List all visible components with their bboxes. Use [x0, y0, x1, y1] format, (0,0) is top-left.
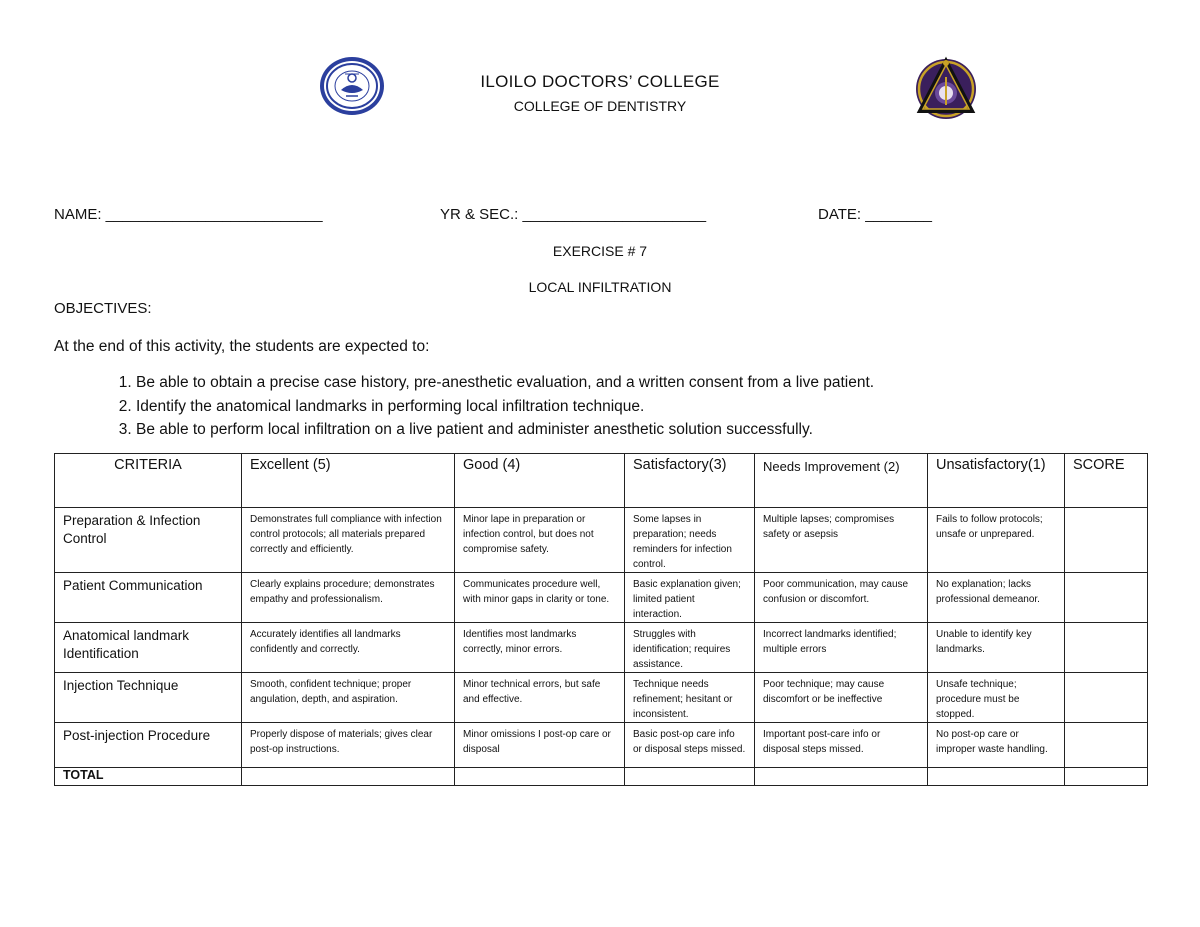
score-cell[interactable]: [1065, 723, 1148, 768]
score-cell[interactable]: [1065, 623, 1148, 673]
excellent-cell: Accurately identifies all landmarks confidently and correctly.: [242, 623, 455, 673]
needs-improvement-cell: Poor communication, may cause confusion or discomfort.: [755, 573, 928, 623]
header-satisfactory: Satisfactory(3): [625, 454, 755, 508]
header-criteria: CRITERIA: [55, 454, 242, 508]
objectives-intro: At the end of this activity, the students are expected to:: [54, 338, 430, 355]
needs-improvement-cell: Poor technique; may cause discomfort or be ineffective: [755, 673, 928, 723]
total-cell: [755, 768, 928, 786]
header-score: SCORE: [1065, 454, 1148, 508]
criteria-cell: Patient Communication: [55, 573, 242, 623]
needs-improvement-cell: Multiple lapses; compromises safety or asepsis: [755, 508, 928, 573]
score-cell[interactable]: [1065, 673, 1148, 723]
excellent-cell: Properly dispose of materials; gives clear post-op instructions.: [242, 723, 455, 768]
rubric-table: [54, 453, 1148, 786]
good-cell: Minor omissions I post-op care or disposal: [455, 723, 625, 768]
good-cell: Communicates procedure well, with minor gaps in clarity or tone.: [455, 573, 625, 623]
unsatisfactory-cell: No post-op care or improper waste handling.: [928, 723, 1065, 768]
name-field[interactable]: NAME: __________________________: [54, 206, 323, 223]
exercise-title: LOCAL INFILTRATION: [528, 279, 672, 295]
unsatisfactory-cell: No explanation; lacks professional demeanor.: [928, 573, 1065, 623]
satisfactory-cell: Some lapses in preparation; needs reminders for infection control.: [625, 508, 755, 573]
date-field[interactable]: DATE: ________: [818, 206, 932, 223]
objectives-list: [105, 372, 874, 443]
document-header: [300, 72, 900, 114]
excellent-cell: Smooth, confident technique; proper angulation, depth, and aspiration.: [242, 673, 455, 723]
total-cell: [928, 768, 1065, 786]
criteria-cell: Preparation & Infection Control: [55, 508, 242, 573]
total-row: [55, 768, 1148, 786]
table-row: [55, 723, 1148, 768]
good-cell: Identifies most landmarks correctly, minor errors.: [455, 623, 625, 673]
excellent-cell: Demonstrates full compliance with infection control protocols; all materials prepared correctly and efficiently.: [242, 508, 455, 573]
score-cell[interactable]: [1065, 573, 1148, 623]
total-cell: [242, 768, 455, 786]
college-name: ILOILO DOCTORS’ COLLEGE: [480, 72, 720, 91]
exercise-number: EXERCISE # 7: [552, 243, 648, 259]
objective-item: 3. Be able to perform local infiltration on a live patient and administer anesthetic solution successfully.: [136, 419, 874, 443]
satisfactory-cell: Struggles with identification; requires assistance.: [625, 623, 755, 673]
score-cell[interactable]: [1065, 508, 1148, 573]
header-excellent: Excellent (5): [242, 454, 455, 508]
criteria-cell: Post-injection Procedure: [55, 723, 242, 768]
needs-improvement-cell: Incorrect landmarks identified; multiple errors: [755, 623, 928, 673]
table-row: [55, 573, 1148, 623]
rubric-header-row: [55, 454, 1148, 508]
objectives-heading: OBJECTIVES:: [54, 300, 152, 317]
header-needs-improvement: Needs Improvement (2): [755, 454, 928, 508]
good-cell: Minor lape in preparation or infection control, but does not compromise safety.: [455, 508, 625, 573]
table-row: [55, 623, 1148, 673]
objective-item: 1. Be able to obtain a precise case history, pre-anesthetic evaluation, and a written consent from a live patient.: [136, 372, 874, 396]
excellent-cell: Clearly explains procedure; demonstrates empathy and professionalism.: [242, 573, 455, 623]
total-score-cell[interactable]: [1065, 768, 1148, 786]
satisfactory-cell: Basic post-op care info or disposal steps missed.: [625, 723, 755, 768]
yr-sec-field[interactable]: YR & SEC.: ______________________: [440, 206, 707, 223]
satisfactory-cell: Basic explanation given; limited patient interaction.: [625, 573, 755, 623]
table-row: [55, 508, 1148, 573]
unsatisfactory-cell: Unable to identify key landmarks.: [928, 623, 1065, 673]
total-label: TOTAL: [55, 768, 242, 786]
criteria-cell: Injection Technique: [55, 673, 242, 723]
objective-item: 2. Identify the anatomical landmarks in performing local infiltration technique.: [136, 396, 874, 420]
unsatisfactory-cell: Fails to follow protocols; unsafe or unprepared.: [928, 508, 1065, 573]
dentistry-seal-logo: [914, 55, 978, 121]
good-cell: Minor technical errors, but safe and effective.: [455, 673, 625, 723]
unsatisfactory-cell: Unsafe technique; procedure must be stopped.: [928, 673, 1065, 723]
total-cell: [455, 768, 625, 786]
table-row: [55, 673, 1148, 723]
header-unsatisfactory: Unsatisfactory(1): [928, 454, 1065, 508]
department-name: COLLEGE OF DENTISTRY: [513, 98, 687, 114]
satisfactory-cell: Technique needs refinement; hesitant or inconsistent.: [625, 673, 755, 723]
total-cell: [625, 768, 755, 786]
criteria-cell: Anatomical landmark Identification: [55, 623, 242, 673]
header-good: Good (4): [455, 454, 625, 508]
needs-improvement-cell: Important post-care info or disposal steps missed.: [755, 723, 928, 768]
